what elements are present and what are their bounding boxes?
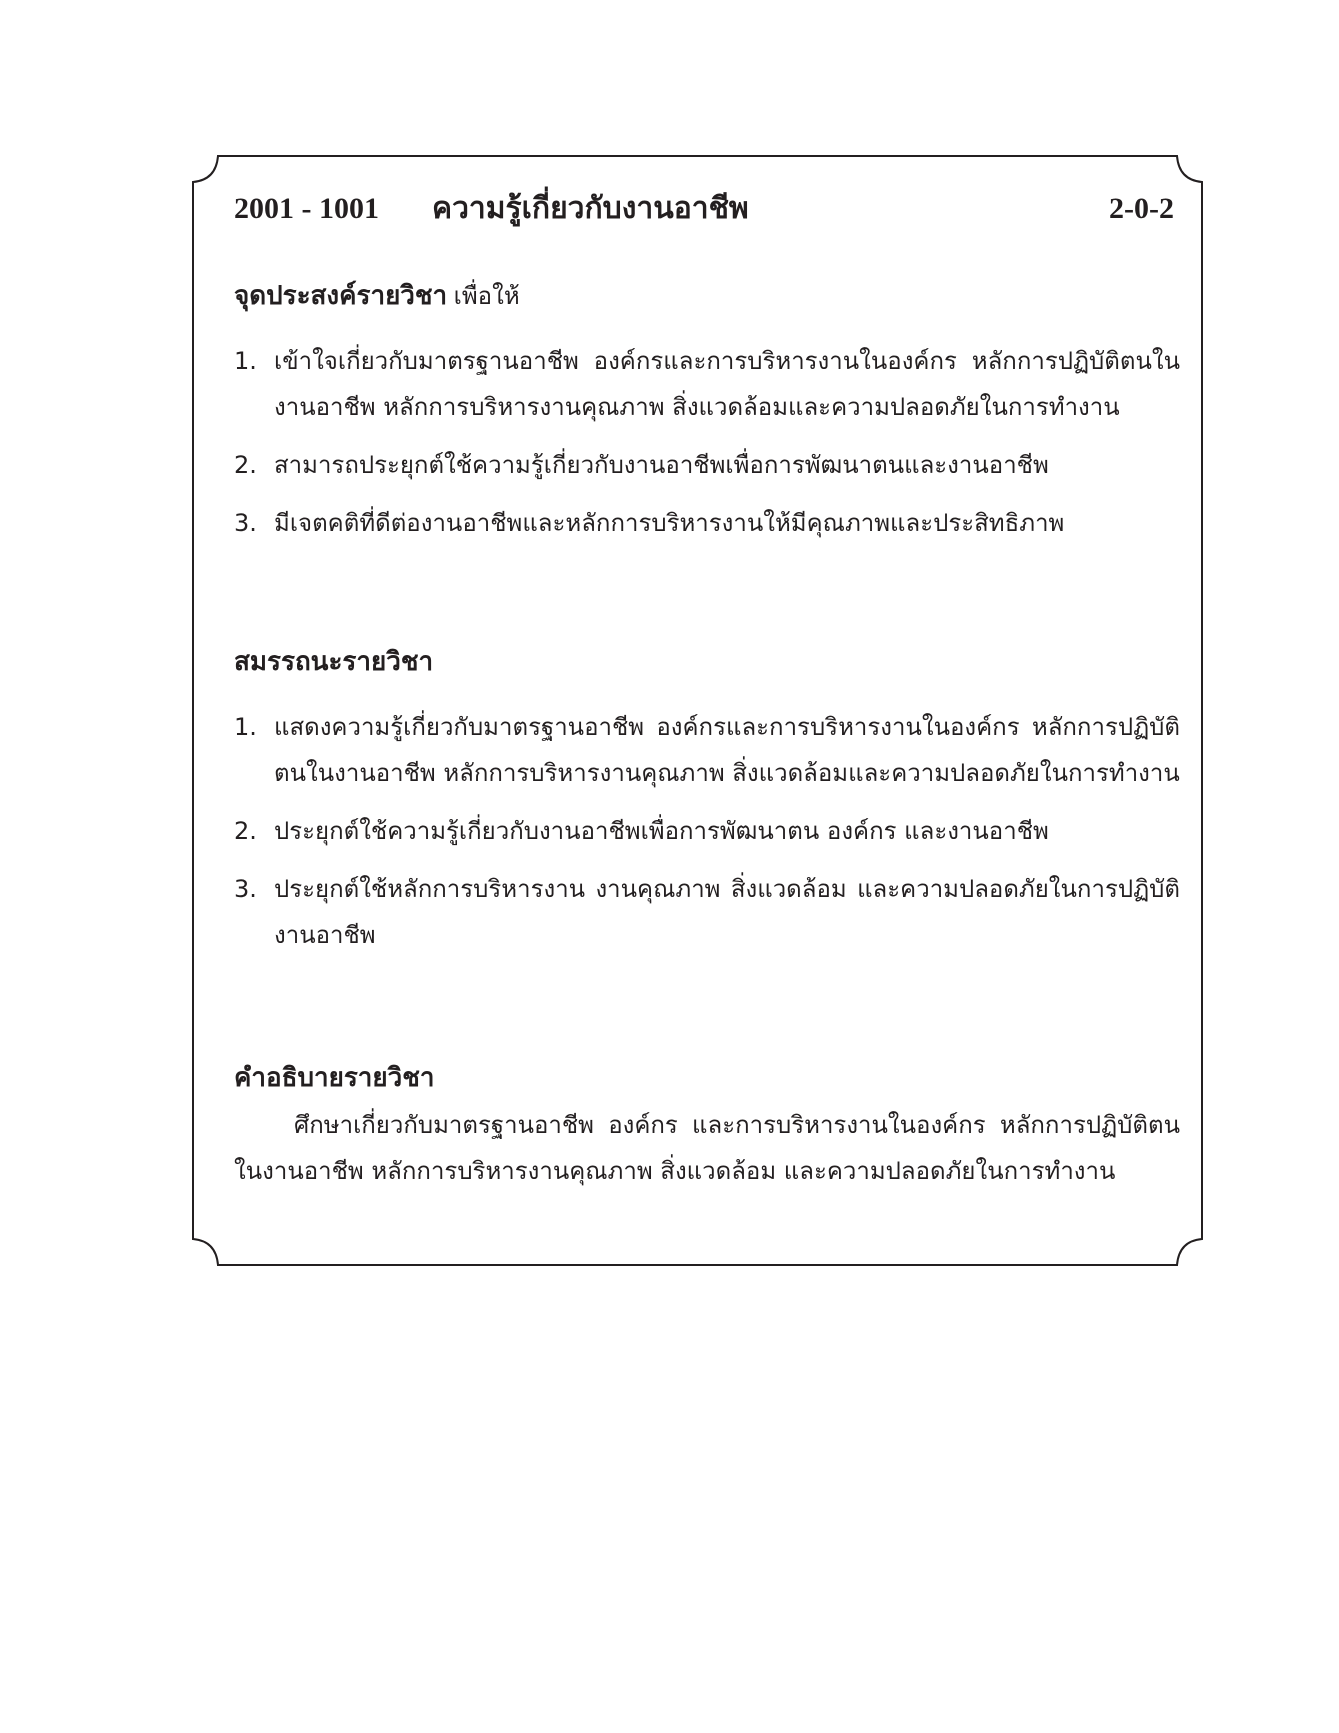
item-number: 3. <box>234 875 257 903</box>
item-text: ประยุกต์ใช้หลักการบริหารงาน งานคุณภาพ สิ่งแวดล้อม และความปลอดภัยในการปฏิบัติงานอาชีพ <box>274 875 1180 949</box>
course-credits: 2-0-2 <box>1109 192 1174 225</box>
course-code: 2001 - 1001 <box>234 192 379 225</box>
objectives-list <box>234 338 1180 558</box>
item-number: 1. <box>234 713 257 741</box>
item-text: สามารถประยุกต์ใช้ความรู้เกี่ยวกับงานอาชีพเพื่อการพัฒนาตนและงานอาชีพ <box>274 451 1049 479</box>
item-text: ประยุกต์ใช้ความรู้เกี่ยวกับงานอาชีพเพื่อการพัฒนาตน องค์กร และงานอาชีพ <box>274 817 1049 845</box>
item-text: มีเจตคติที่ดีต่องานอาชีพและหลักการบริหารงานให้มีคุณภาพและประสิทธิภาพ <box>274 509 1065 537</box>
item-number: 2. <box>234 451 257 479</box>
course-title: ความรู้เกี่ยวกับงานอาชีพ <box>432 192 749 225</box>
list-item <box>234 442 1180 488</box>
competencies-list <box>234 704 1180 970</box>
list-item <box>234 704 1180 796</box>
item-text: แสดงความรู้เกี่ยวกับมาตรฐานอาชีพ องค์กรและการบริหารงานในองค์กร หลักการปฏิบัติตนในงานอาชีพ หลักการบริหารงานคุณภาพ สิ่งแวดล้อมและความปลอดภัยในการทำงาน <box>274 713 1180 787</box>
item-number: 3. <box>234 509 257 537</box>
item-number: 2. <box>234 817 257 845</box>
competencies-heading <box>234 642 433 682</box>
list-item <box>234 500 1180 546</box>
list-item <box>234 808 1180 854</box>
item-text: เข้าใจเกี่ยวกับมาตรฐานอาชีพ องค์กรและการบริหารงานในองค์กร หลักการปฏิบัติตนในงานอาชีพ หลักการบริหารงานคุณภาพ สิ่งแวดล้อมและความปลอดภัยในการทำงาน <box>274 347 1180 421</box>
description-heading-text: คำอธิบายรายวิชา <box>234 1063 435 1092</box>
objectives-heading-text: จุดประสงค์รายวิชา <box>234 281 448 310</box>
description-text: ศึกษาเกี่ยวกับมาตรฐานอาชีพ องค์กร และการบริหารงานในองค์กร หลักการปฏิบัติตนในงานอาชีพ หลักการบริหารงานคุณภาพ สิ่งแวดล้อม และความปลอดภัยในการทำงาน <box>234 1111 1180 1185</box>
course-card <box>234 158 1180 1258</box>
objectives-heading-suffix: เพื่อให้ <box>453 282 520 310</box>
description-heading <box>234 1058 434 1098</box>
objectives-heading <box>234 276 520 316</box>
list-item <box>234 866 1180 958</box>
competencies-heading-text: สมรรถนะรายวิชา <box>234 647 434 676</box>
list-item <box>234 338 1180 430</box>
course-header <box>234 184 1180 234</box>
item-number: 1. <box>234 347 257 375</box>
